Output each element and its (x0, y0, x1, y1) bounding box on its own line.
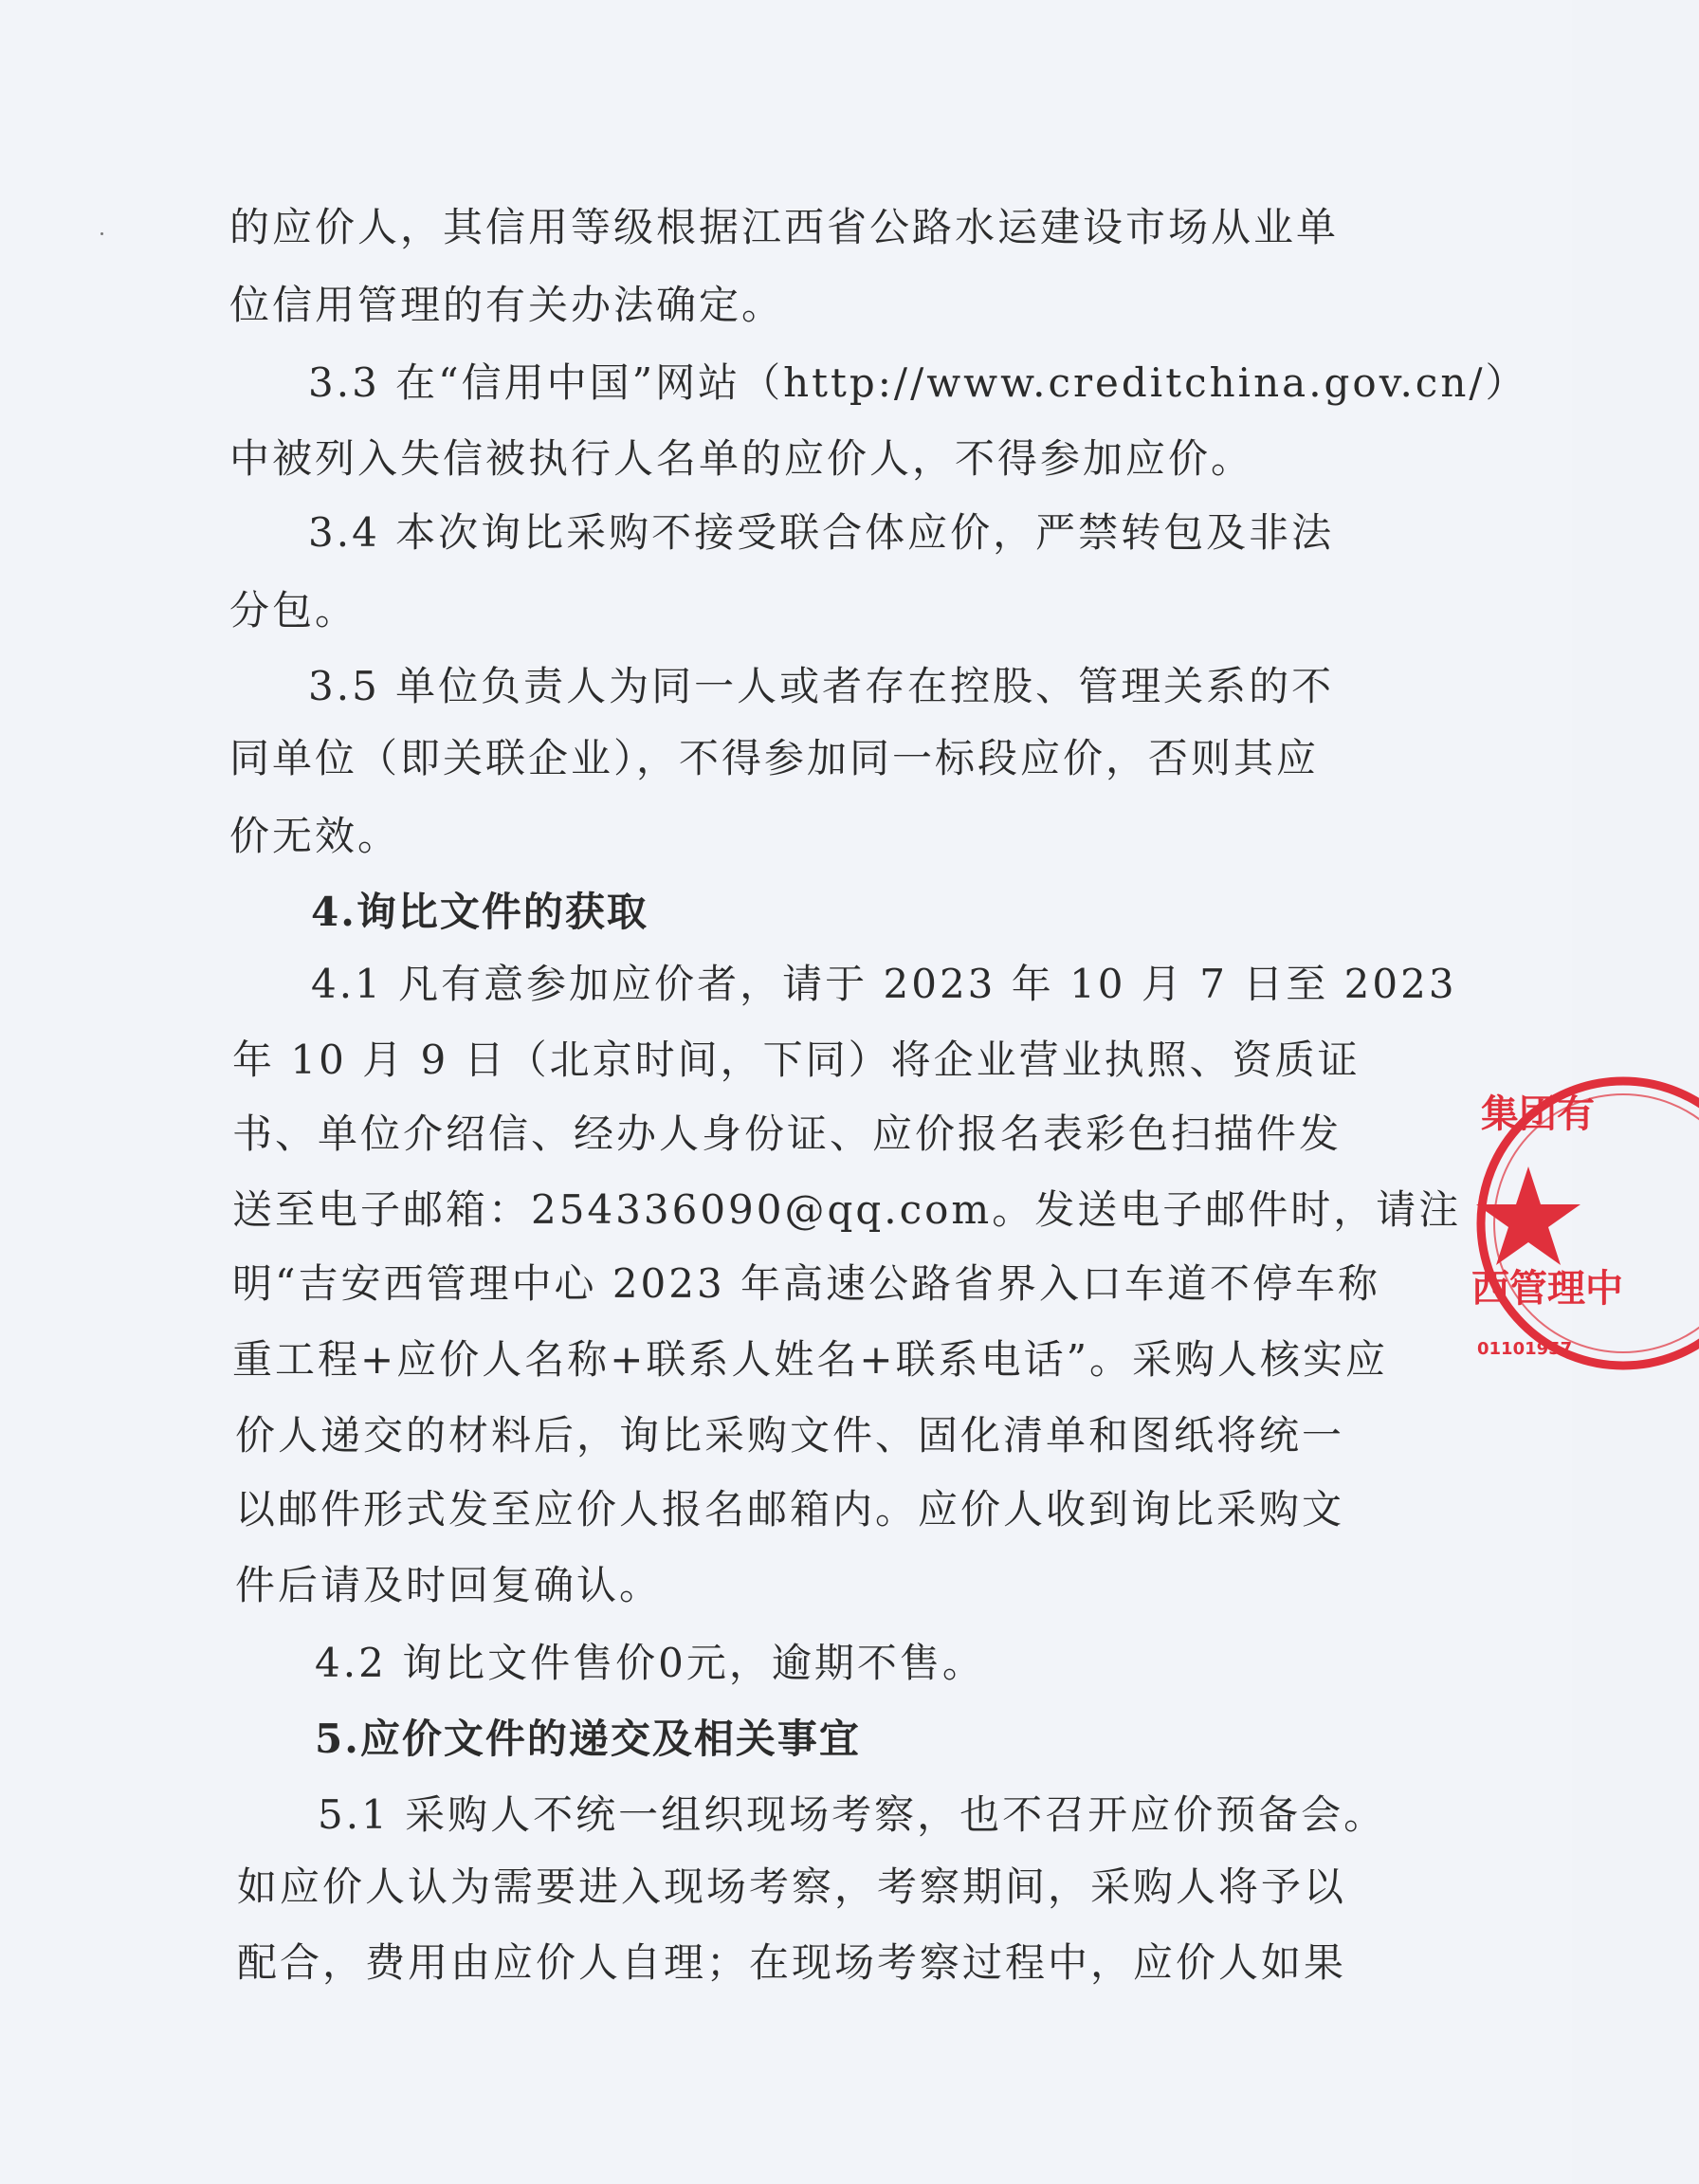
seal-bottom-text: 西管理中 (1471, 1267, 1623, 1311)
text-line: 价人递交的材料后，询比采购文件、固化清单和图纸将统一 (235, 1412, 1345, 1459)
official-seal (1471, 1072, 1699, 1366)
text-line: 价无效。 (229, 813, 401, 859)
seal-top-text: 集团有 (1481, 1092, 1595, 1136)
section-heading: 5.应价文件的递交及相关事宜 (315, 1716, 861, 1762)
text-line: 3.4 本次询比采购不接受联合体应价，严禁转包及非法 (308, 509, 1335, 556)
text-line: 明“吉安西管理中心 2023 年高速公路省界入口车道不停车称 (232, 1260, 1381, 1307)
text-line: 同单位（即关联企业），不得参加同一标段应价，否则其应 (229, 735, 1320, 781)
text-line: 3.5 单位负责人为同一人或者存在控股、管理关系的不 (308, 663, 1335, 709)
section-heading: 4.询比文件的获取 (311, 889, 649, 935)
text-line: 5.1 采购人不统一组织现场考察，也不召开应价预备会。 (318, 1791, 1387, 1838)
text-line: 的应价人，其信用等级根据江西省公路水运建设市场从业单 (229, 204, 1340, 250)
text-line: 中被列入失信被执行人名单的应价人，不得参加应价。 (229, 435, 1254, 482)
text-line: 如应价人认为需要进入现场考察，考察期间，采购人将予以 (237, 1863, 1347, 1910)
text-line: 重工程+应价人名称+联系人姓名+联系电话”。采购人核实应 (232, 1336, 1389, 1383)
scan-speck (100, 232, 103, 235)
text-line: 书、单位介绍信、经办人身份证、应价报名表彩色扫描件发 (232, 1110, 1343, 1157)
seal-star-icon (1476, 1166, 1580, 1265)
text-line: 4.2 询比文件售价0元，逾期不售。 (315, 1640, 985, 1686)
text-line: 3.3 在“信用中国”网站（http://www.creditchina.gov.cn/） (308, 359, 1528, 406)
text-line: 件后请及时回复确认。 (235, 1562, 663, 1608)
text-line: 送至电子邮箱：254336090@qq.com。发送电子邮件时，请注 (232, 1186, 1462, 1233)
text-line: 配合，费用由应价人自理；在现场考察过程中，应价人如果 (237, 1939, 1347, 1986)
text-line: 位信用管理的有关办法确定。 (229, 282, 785, 328)
text-line: 4.1 凡有意参加应价者，请于 2023 年 10 月 7 日至 2023 (311, 961, 1457, 1007)
text-line: 年 10 月 9 日（北京时间，下同）将企业营业执照、资质证 (232, 1037, 1361, 1083)
text-line: 分包。 (229, 587, 358, 633)
text-line: 以邮件形式发至应价人报名邮箱内。应价人收到询比采购文 (235, 1486, 1345, 1532)
seal-number: 01101957 (1477, 1339, 1573, 1359)
